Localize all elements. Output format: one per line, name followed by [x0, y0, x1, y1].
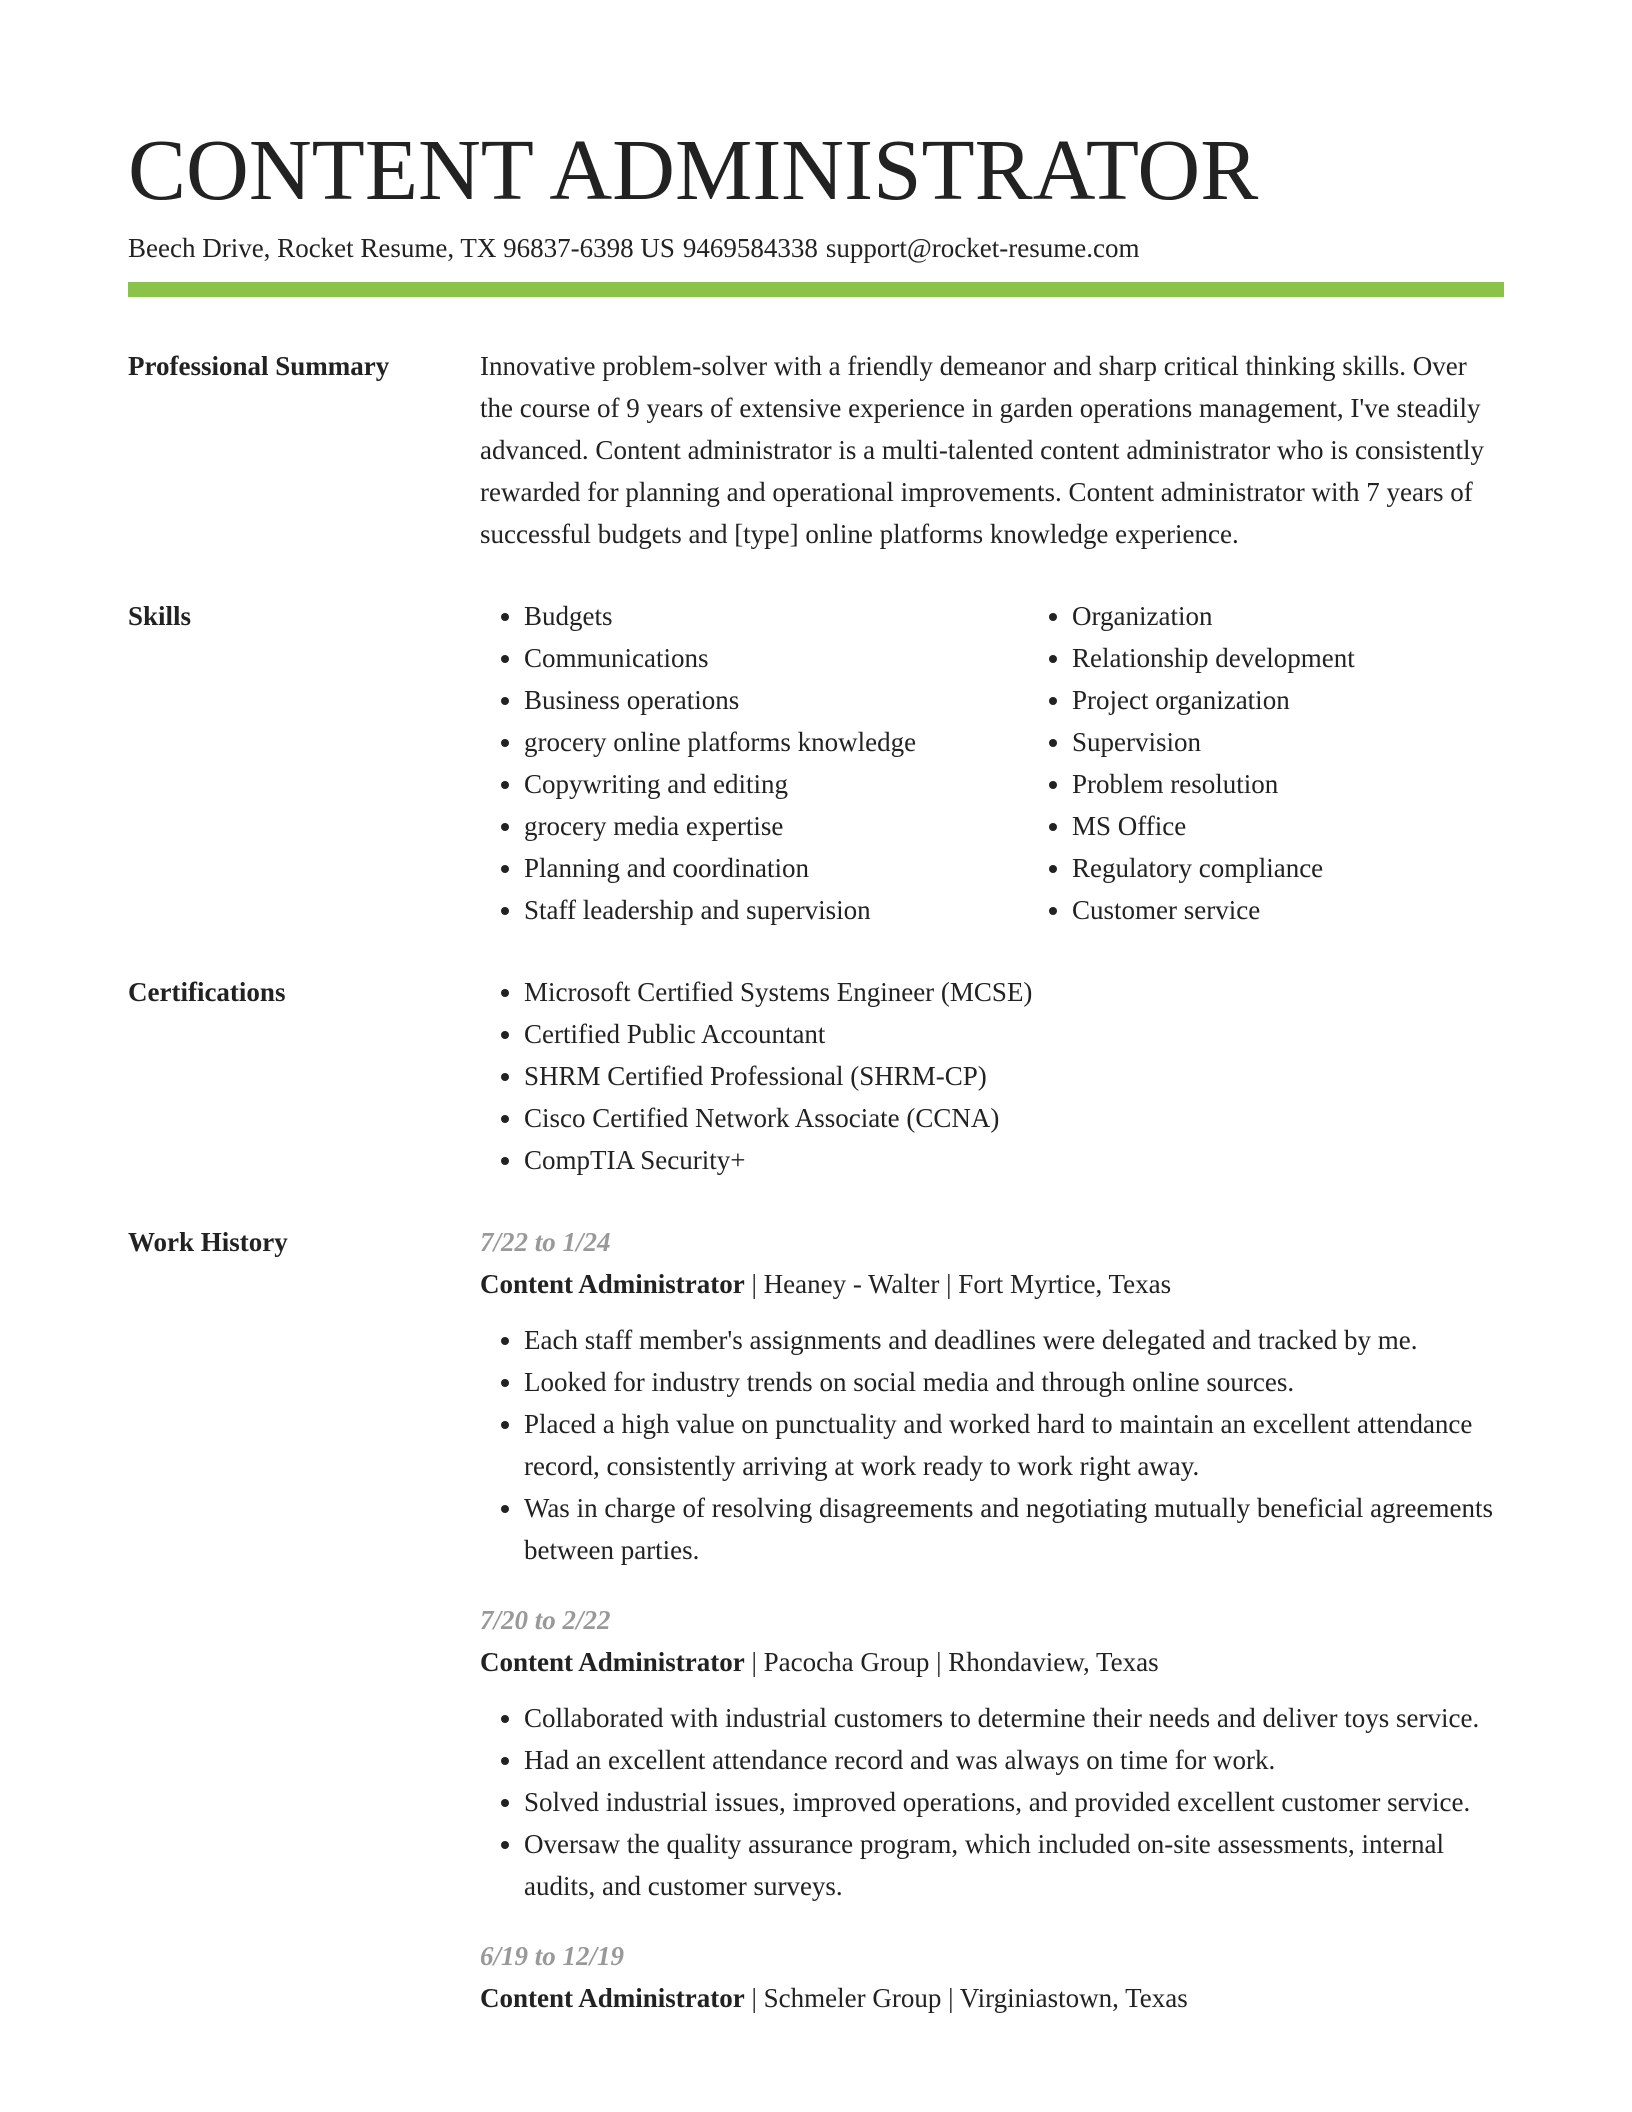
- skills-list-right: [1028, 595, 1576, 931]
- job-bullet: • Collaborated with industrial customers to determine their needs and deliver toys service.: [524, 1697, 1504, 1739]
- contact-line: [128, 230, 1504, 266]
- summary-section: [128, 345, 1504, 555]
- job-dates: 7/22 to 1/24: [480, 1227, 611, 1257]
- job-bullets: [480, 1319, 1504, 1571]
- skill-item: • Supervision: [1072, 721, 1576, 763]
- skill-item: • grocery online platforms knowledge: [524, 721, 1028, 763]
- certification-item: • SHRM Certified Professional (SHRM-CP): [524, 1055, 1504, 1097]
- job-bullet: • Solved industrial issues, improved operations, and provided excellent customer service.: [524, 1781, 1504, 1823]
- job-bullet: • Oversaw the quality assurance program, which included on-site assessments, internal audits, and customer surveys.: [524, 1823, 1504, 1907]
- job-bullet: • Had an excellent attendance record and was always on time for work.: [524, 1739, 1504, 1781]
- skills-list-left: [480, 595, 1028, 931]
- job-entry: [480, 1935, 1504, 2019]
- job-entry: [480, 1221, 1504, 1571]
- job-dates: 6/19 to 12/19: [480, 1941, 625, 1971]
- certification-item: • Microsoft Certified Systems Engineer (MCSE): [524, 971, 1504, 1013]
- certifications-section: [128, 971, 1504, 1181]
- accent-divider: [128, 282, 1504, 297]
- skill-item: • Problem resolution: [1072, 763, 1576, 805]
- skills-section: [128, 595, 1504, 931]
- job-title-line: [480, 1263, 1504, 1305]
- skill-item: • Copywriting and editing: [524, 763, 1028, 805]
- job-role: Content Administrator: [480, 1983, 745, 2013]
- job-title-line: [480, 1977, 1504, 2019]
- skill-item: • Business operations: [524, 679, 1028, 721]
- certifications-list: [480, 971, 1504, 1181]
- job-bullet: • Was in charge of resolving disagreements and negotiating mutually beneficial agreements between parties.: [524, 1487, 1504, 1571]
- skill-item: • Relationship development: [1072, 637, 1576, 679]
- skill-item: • Staff leadership and supervision: [524, 889, 1028, 931]
- summary-text: Innovative problem-solver with a friendly demeanor and sharp critical thinking skills. Over the course of 9 years of extensive experience in garden operations management, I've steadily advanced. Content administrator is a multi-talented content administrator who is consistently rewarded for planning and operational improvements. Content administrator with 7 years of successful budgets and [type] online platforms knowledge experience.: [480, 351, 1485, 549]
- contact-email: support@rocket-resume.com: [825, 233, 1140, 263]
- skill-item: • Regulatory compliance: [1072, 847, 1576, 889]
- skill-item: • grocery media expertise: [524, 805, 1028, 847]
- job-dates: 7/20 to 2/22: [480, 1605, 611, 1635]
- section-label-summary: Professional Summary: [128, 351, 390, 381]
- job-entry: [480, 1599, 1504, 1907]
- skill-item: • Customer service: [1072, 889, 1576, 931]
- contact-phone: 9469584338: [682, 233, 818, 263]
- job-bullet: • Looked for industry trends on social media and through online sources.: [524, 1361, 1504, 1403]
- section-label-certifications: Certifications: [128, 977, 286, 1007]
- job-bullet: • Each staff member's assignments and deadlines were delegated and tracked by me.: [524, 1319, 1504, 1361]
- skill-item: • Budgets: [524, 595, 1028, 637]
- certification-item: • Cisco Certified Network Associate (CCNA): [524, 1097, 1504, 1139]
- section-label-work-history: Work History: [128, 1227, 288, 1257]
- section-label-skills: Skills: [128, 601, 192, 631]
- job-title-line: [480, 1641, 1504, 1683]
- resume-name: CONTENT ADMINISTRATOR: [128, 121, 1259, 218]
- certification-item: • Certified Public Accountant: [524, 1013, 1504, 1055]
- contact-address: Beech Drive, Rocket Resume, TX 96837-6398 US: [128, 233, 675, 263]
- job-role: Content Administrator: [480, 1647, 745, 1677]
- skill-item: • MS Office: [1072, 805, 1576, 847]
- certification-item: • CompTIA Security+: [524, 1139, 1504, 1181]
- job-company: | Heaney - Walter | Fort Myrtice, Texas: [744, 1269, 1172, 1299]
- work-history-section: [128, 1221, 1504, 2047]
- skill-item: • Planning and coordination: [524, 847, 1028, 889]
- job-role: Content Administrator: [480, 1269, 745, 1299]
- job-bullet: • Placed a high value on punctuality and worked hard to maintain an excellent attendance record, consistently arriving at work ready to work right away.: [524, 1403, 1504, 1487]
- resume-page: [128, 120, 1504, 2047]
- skill-item: • Project organization: [1072, 679, 1576, 721]
- skill-item: • Communications: [524, 637, 1028, 679]
- job-company: | Schmeler Group | Virginiastown, Texas: [744, 1983, 1188, 2013]
- job-company: | Pacocha Group | Rhondaview, Texas: [744, 1647, 1159, 1677]
- skill-item: • Organization: [1072, 595, 1576, 637]
- job-bullets: [480, 1697, 1504, 1907]
